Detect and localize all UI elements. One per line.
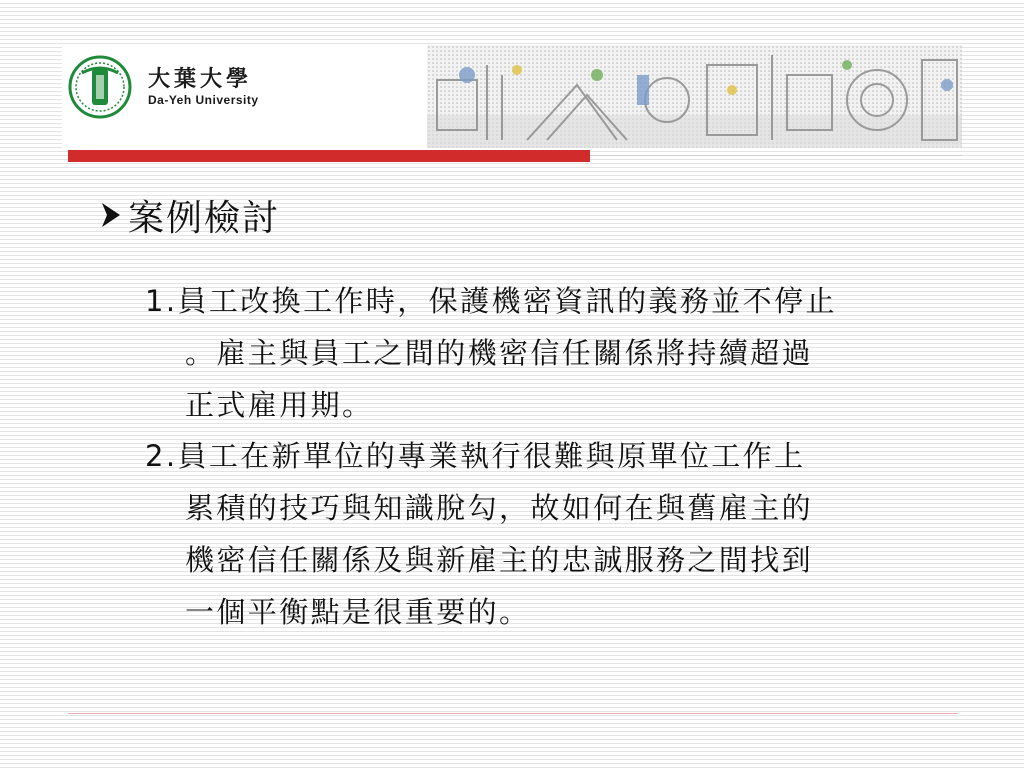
header-banner [62,45,962,148]
accent-bar [68,150,590,162]
university-name-cn: 大葉大學 [148,67,253,92]
list-item-line: 累積的技巧與知識脫勾，故如何在與舊雇主的 [185,491,814,525]
list-item-number: 2. [145,439,178,473]
header-divider [590,155,962,156]
arrow-bullet-icon [100,201,122,229]
list-item-line: 1.員工改換工作時，保護機密資訊的義務並不停止 [145,284,837,318]
list-item-line: 機密信任關係及與新雇主的忠誠服務之間找到 [185,543,814,577]
list-item-line: 一個平衡點是很重要的。 [185,595,531,629]
list-item [145,275,945,431]
header-collage-image [427,45,962,148]
list-item-number: 1. [145,284,178,318]
slide-title [100,190,280,240]
footer-divider [68,713,958,714]
university-emblem-icon [68,55,132,119]
university-name [148,67,259,107]
list-item-line: 2.員工在新單位的專業執行很難與原單位工作上 [145,439,806,473]
university-name-en: Da-Yeh University [148,93,259,107]
list-item-line: 。雇主與員工之間的機密信任關係將持續超過 [185,336,814,370]
list-item-line: 正式雇用期。 [185,388,374,422]
slide-title-text: 案例檢討 [128,197,281,239]
list-item [145,430,945,638]
